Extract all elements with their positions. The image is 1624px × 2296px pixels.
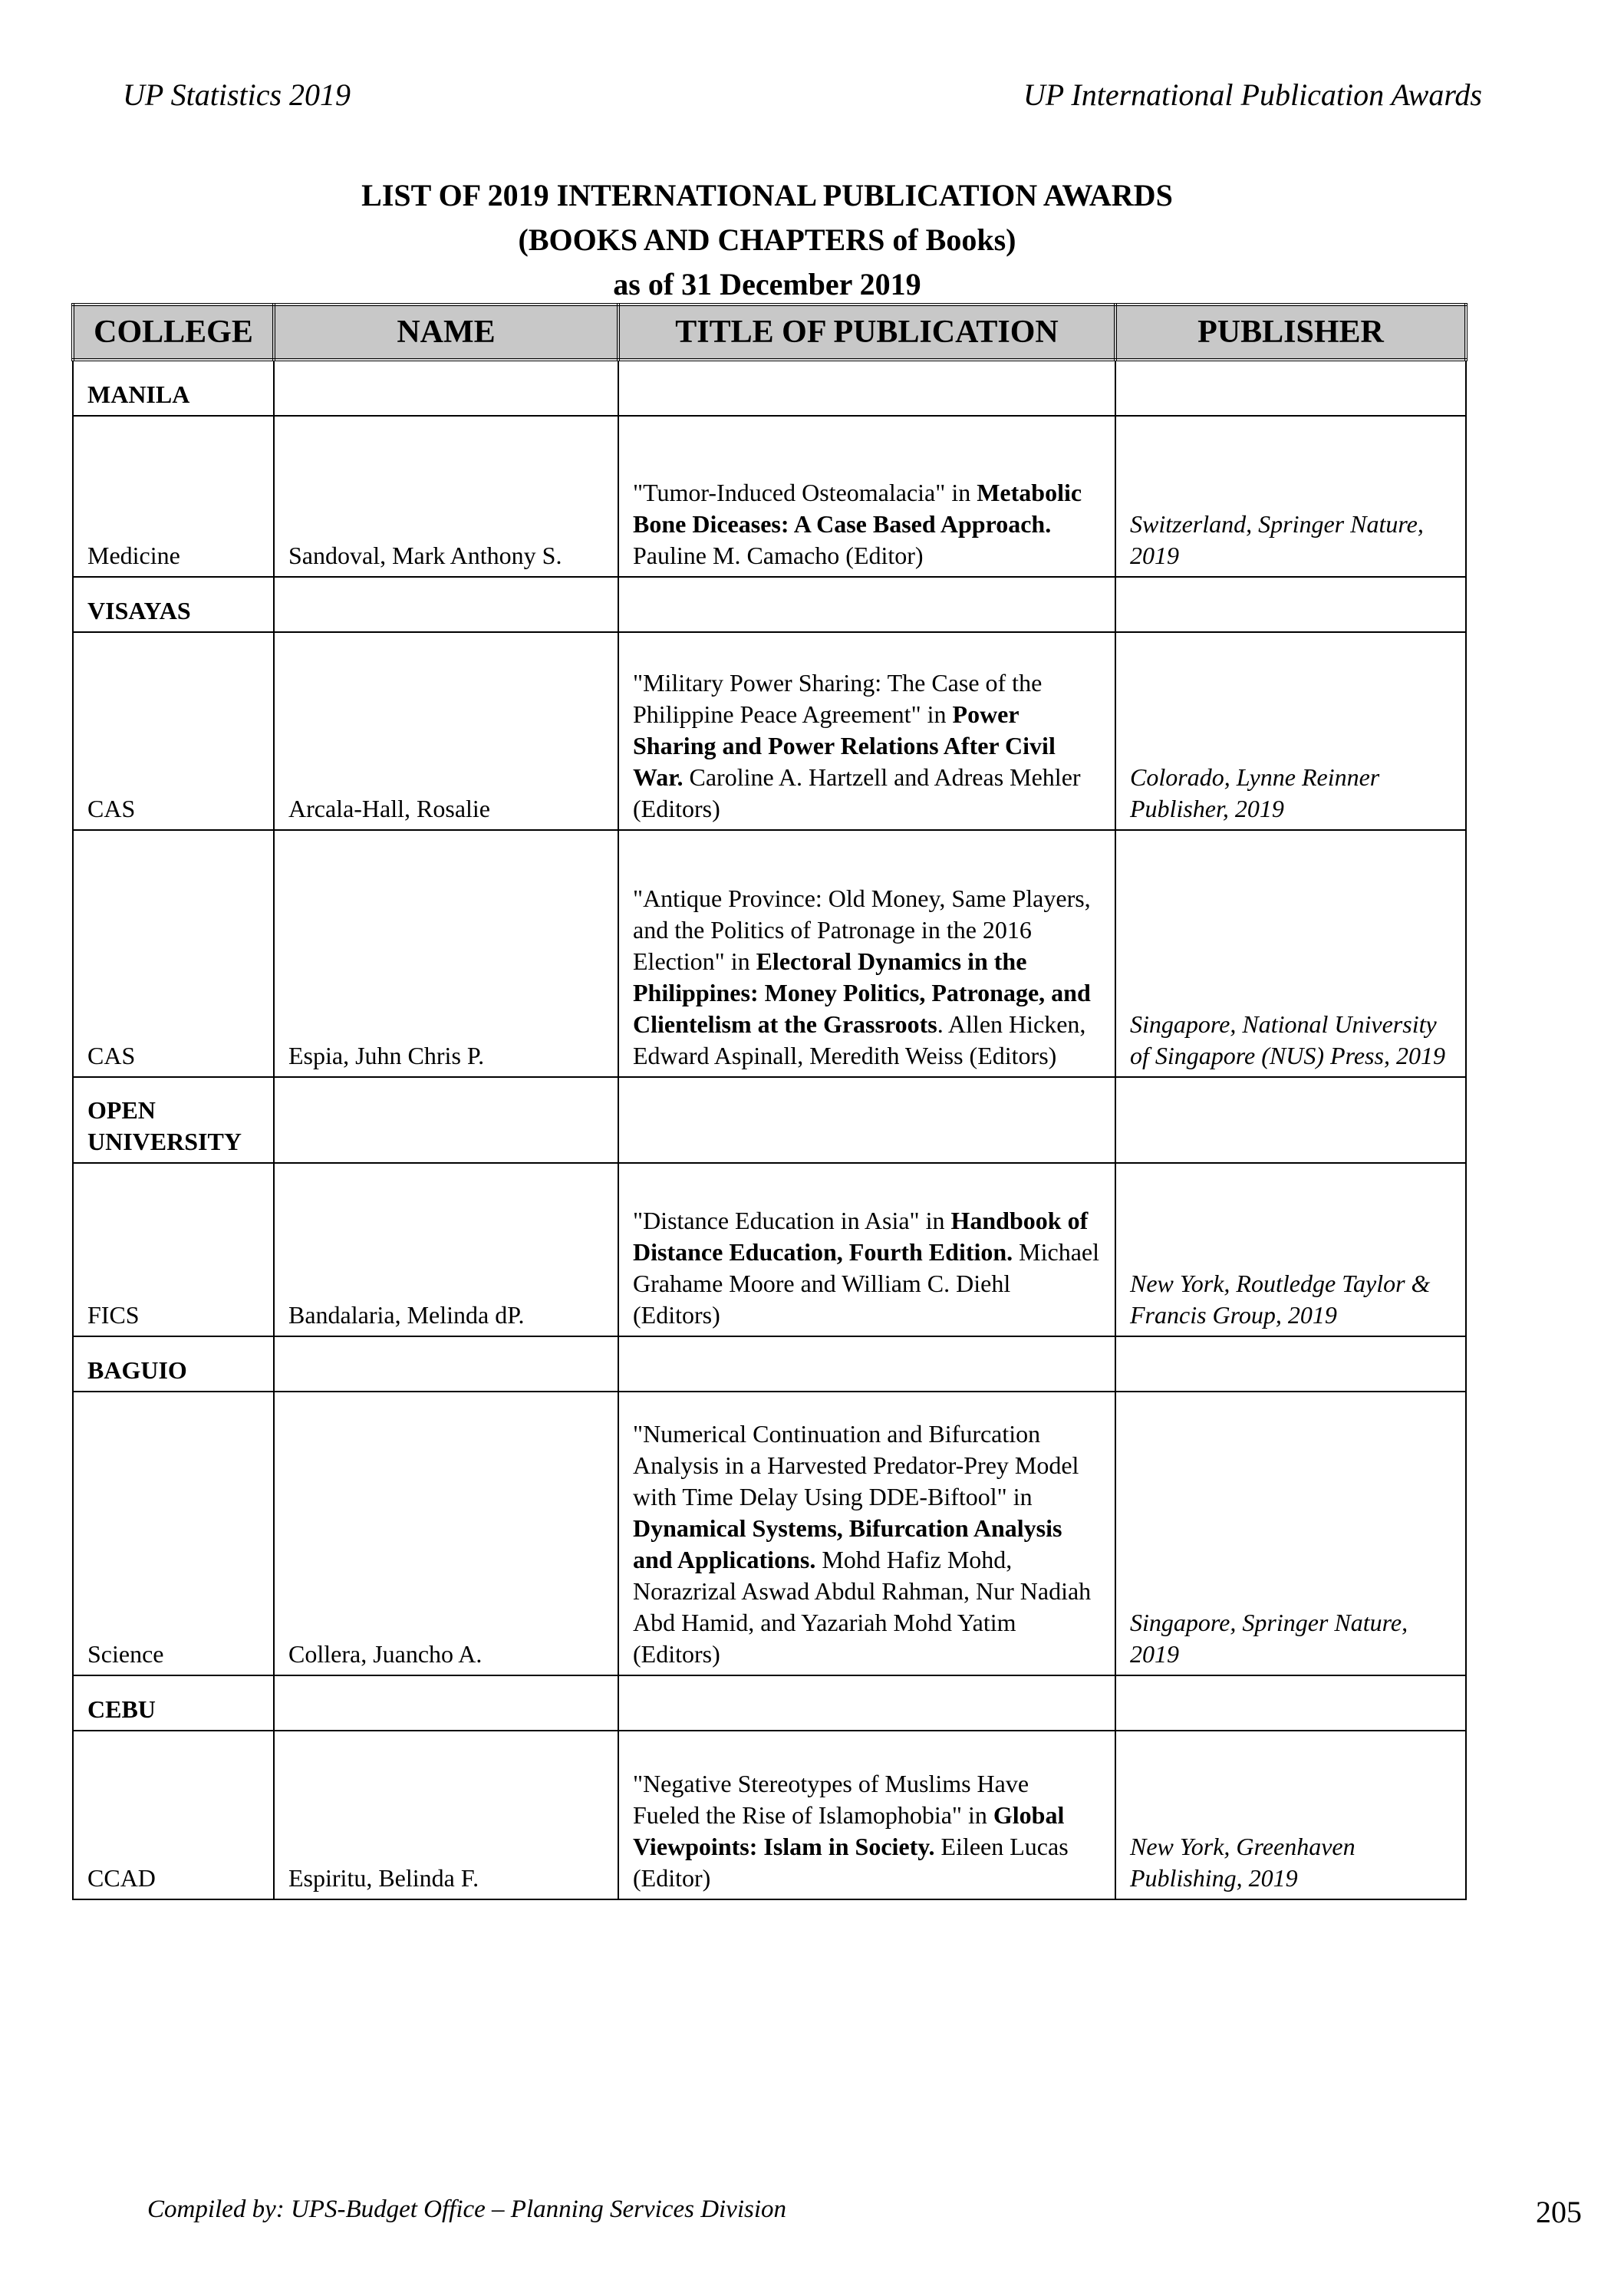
table-row <box>73 416 1466 577</box>
campus-name: CEBU <box>73 1675 274 1731</box>
campus-row-empty-cell <box>274 1077 618 1163</box>
book-title: Metabolic Bone Diceases: A Case Based Approach. <box>633 479 1082 538</box>
campus-row-empty-cell <box>1115 1336 1466 1392</box>
book-title: Dynamical Systems, Bifurcation Analysis and Applications. <box>633 1514 1062 1573</box>
publication-title-cell <box>618 830 1115 1077</box>
column-header-title: TITLE OF PUBLICATION <box>618 305 1115 360</box>
author-name-cell: Collera, Juancho A. <box>274 1392 618 1675</box>
author-name-cell: Arcala-Hall, Rosalie <box>274 632 618 830</box>
running-header-right: UP International Publication Awards <box>1023 77 1482 112</box>
campus-row-empty-cell <box>618 1675 1115 1731</box>
page-number: 205 <box>1536 2195 1582 2229</box>
publisher-cell: New York, Routledge Taylor & Francis Group, 2019 <box>1115 1163 1466 1336</box>
campus-row-empty-cell <box>274 1675 618 1731</box>
chapter-title: "Antique Province: Old Money, Same Players, and the Politics of Patronage in the 2016 Election" in <box>633 884 1091 975</box>
column-header-name: NAME <box>274 305 618 360</box>
chapter-title: "Tumor-Induced Osteomalacia" in <box>633 479 977 506</box>
column-header-publisher: PUBLISHER <box>1115 305 1466 360</box>
chapter-title: "Negative Stereotypes of Muslims Have Fueled the Rise of Islamophobia" in <box>633 1770 1029 1829</box>
campus-row-empty-cell <box>1115 360 1466 416</box>
publisher-cell: New York, Greenhaven Publishing, 2019 <box>1115 1731 1466 1899</box>
book-title: Handbook of Distance Education, Fourth Edition. <box>633 1207 1089 1266</box>
campus-row <box>73 1675 1466 1731</box>
campus-row-empty-cell <box>274 577 618 632</box>
college-cell: Science <box>73 1392 274 1675</box>
publication-title-cell <box>618 632 1115 830</box>
footer-compiled-by: Compiled by: UPS-Budget Office – Planning Services Division <box>147 2196 787 2223</box>
author-name-cell: Sandoval, Mark Anthony S. <box>274 416 618 577</box>
editors: Eileen Lucas (Editor) <box>633 1833 1069 1892</box>
campus-row-empty-cell <box>618 1336 1115 1392</box>
campus-row-empty-cell <box>618 577 1115 632</box>
campus-row <box>73 1077 1466 1163</box>
campus-row-empty-cell <box>1115 577 1466 632</box>
table-row <box>73 1163 1466 1336</box>
author-name-cell: Bandalaria, Melinda dP. <box>274 1163 618 1336</box>
editors: Michael Grahame Moore and William C. Diehl (Editors) <box>633 1238 1100 1329</box>
college-cell: Medicine <box>73 416 274 577</box>
campus-row-empty-cell <box>618 1077 1115 1163</box>
chapter-title: "Numerical Continuation and Bifurcation Analysis in a Harvested Predator-Prey Model with Time Delay Using DDE-Biftool" in <box>633 1420 1079 1510</box>
book-title: Electoral Dynamics in the Philippines: Money Politics, Patronage, and Clientelism at the Grassroots <box>633 947 1091 1038</box>
campus-row <box>73 360 1466 416</box>
publisher-cell: Switzerland, Springer Nature, 2019 <box>1115 416 1466 577</box>
publisher-cell: Singapore, National University of Singapore (NUS) Press, 2019 <box>1115 830 1466 1077</box>
awards-table <box>71 303 1468 1900</box>
campus-row-empty-cell <box>274 1336 618 1392</box>
campus-name: VISAYAS <box>73 577 274 632</box>
campus-row <box>73 1336 1466 1392</box>
publisher-cell: Colorado, Lynne Reinner Publisher, 2019 <box>1115 632 1466 830</box>
campus-row-empty-cell <box>1115 1077 1466 1163</box>
publisher-cell: Singapore, Springer Nature, 2019 <box>1115 1392 1466 1675</box>
publication-title-cell <box>618 1392 1115 1675</box>
awards-table-body <box>73 360 1466 1899</box>
campus-row-empty-cell <box>1115 1675 1466 1731</box>
author-name-cell: Espiritu, Belinda F. <box>274 1731 618 1899</box>
college-cell: FICS <box>73 1163 274 1336</box>
chapter-title: "Distance Education in Asia" in <box>633 1207 951 1234</box>
table-header-row <box>73 305 1466 360</box>
title-line-3: as of 31 December 2019 <box>613 267 921 301</box>
campus-name: MANILA <box>73 360 274 416</box>
campus-row <box>73 577 1466 632</box>
table-row <box>73 1731 1466 1899</box>
table-row <box>73 1392 1466 1675</box>
running-header-left: UP Statistics 2019 <box>123 77 351 112</box>
campus-name: BAGUIO <box>73 1336 274 1392</box>
publication-title-cell <box>618 1163 1115 1336</box>
chapter-title: "Military Power Sharing: The Case of the Philippine Peace Agreement" in <box>633 669 1043 728</box>
editors: Mohd Hafiz Mohd, Norazrizal Aswad Abdul Rahman, Nur Nadiah Abd Hamid, and Yazariah Mohd Yatim (Editors) <box>633 1546 1092 1668</box>
column-header-college: COLLEGE <box>73 305 274 360</box>
book-title: Global Viewpoints: Islam in Society. <box>633 1801 1065 1860</box>
editors: Pauline M. Camacho (Editor) <box>633 542 924 569</box>
document-title <box>0 173 1534 307</box>
campus-row-empty-cell <box>618 360 1115 416</box>
book-title: Power Sharing and Power Relations After Civil War. <box>633 700 1056 791</box>
college-cell: CCAD <box>73 1731 274 1899</box>
publication-title-cell <box>618 1731 1115 1899</box>
publication-title-cell <box>618 416 1115 577</box>
editors: Caroline A. Hartzell and Adreas Mehler (Editors) <box>633 763 1081 822</box>
campus-name: OPEN UNIVERSITY <box>73 1077 274 1163</box>
college-cell: CAS <box>73 632 274 830</box>
title-line-1: LIST OF 2019 INTERNATIONAL PUBLICATION AWARDS <box>361 178 1173 212</box>
table-row <box>73 830 1466 1077</box>
author-name-cell: Espia, Juhn Chris P. <box>274 830 618 1077</box>
college-cell: CAS <box>73 830 274 1077</box>
editors: . Allen Hicken, Edward Aspinall, Meredith Weiss (Editors) <box>633 1010 1086 1069</box>
campus-row-empty-cell <box>274 360 618 416</box>
title-line-2: (BOOKS AND CHAPTERS of Books) <box>518 222 1016 257</box>
table-row <box>73 632 1466 830</box>
